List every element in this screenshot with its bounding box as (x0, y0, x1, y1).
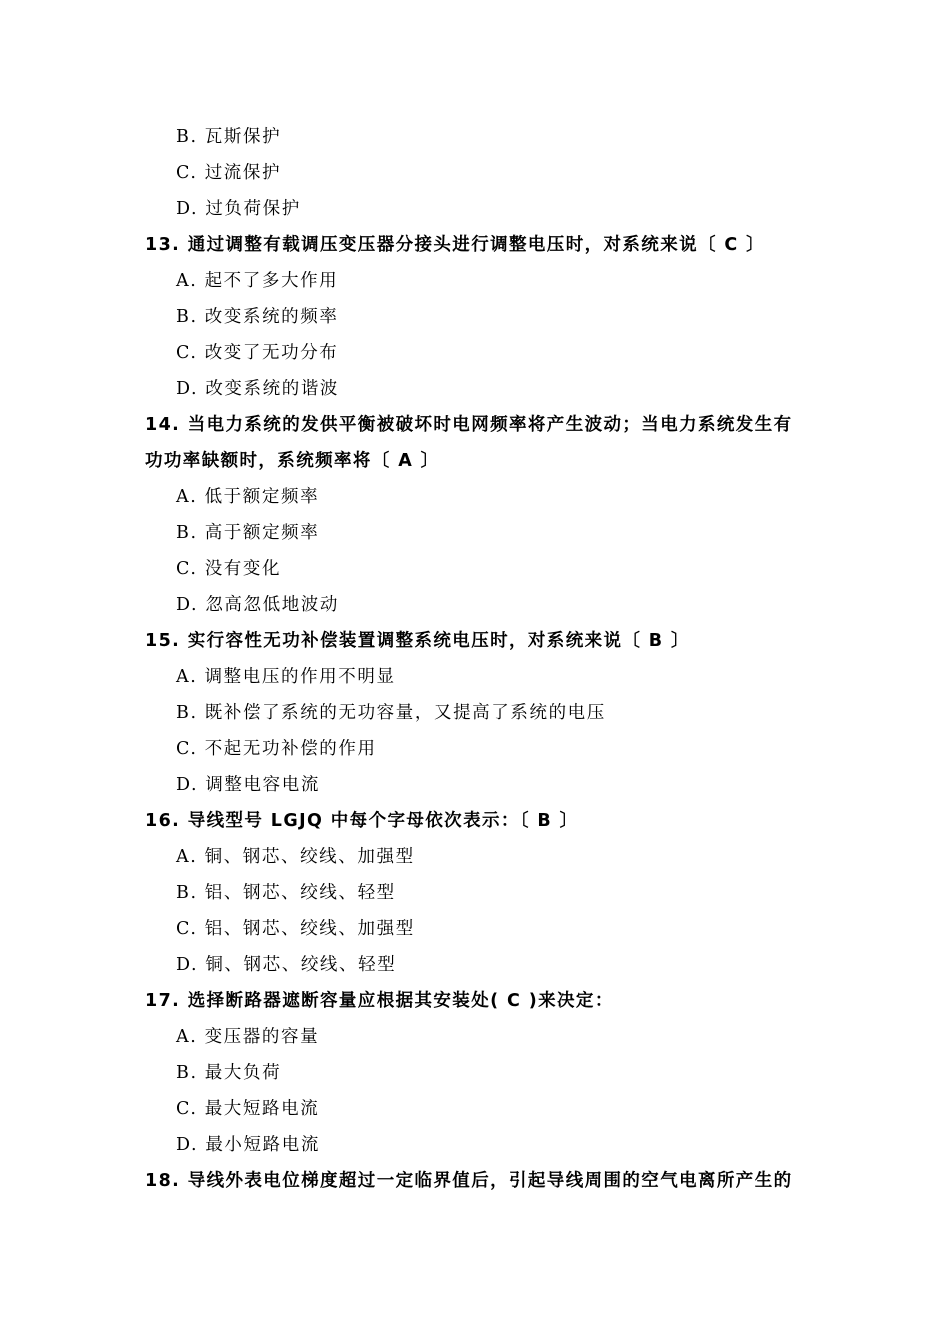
option-line: D. 调整电容电流 (176, 775, 320, 795)
option-line: C. 改变了无功分布 (176, 343, 339, 363)
option-line: A. 铜、钢芯、绞线、加强型 (176, 847, 415, 867)
option-line: B. 最大负荷 (176, 1063, 282, 1083)
option-line: A. 低于额定频率 (176, 487, 320, 507)
option-line: B. 高于额定频率 (176, 523, 320, 543)
question-15: 15. 实行容性无功补偿装置调整系统电压时，对系统来说〔 B 〕 (145, 631, 690, 651)
question-18: 18. 导线外表电位梯度超过一定临界值后，引起导线周围的空气电离所产生的 (145, 1171, 793, 1191)
option-line: B. 改变系统的频率 (176, 307, 339, 327)
option-line: C. 不起无功补偿的作用 (176, 739, 377, 759)
question-16: 16. 导线型号 LGJQ 中每个字母依次表示：〔 B 〕 (145, 811, 579, 831)
option-line: A. 变压器的容量 (176, 1027, 320, 1047)
option-line: B. 瓦斯保护 (176, 127, 282, 147)
option-line: D. 过负荷保护 (176, 199, 301, 219)
option-line: C. 铝、钢芯、绞线、加强型 (176, 919, 415, 939)
option-line: C. 过流保护 (176, 163, 282, 183)
option-line: A. 调整电压的作用不明显 (176, 667, 396, 687)
question-13: 13. 通过调整有载调压变压器分接头进行调整电压时，对系统来说〔 C 〕 (145, 235, 766, 255)
question-14-continued: 功功率缺额时，系统频率将〔 A 〕 (145, 451, 440, 471)
option-line: D. 改变系统的谐波 (176, 379, 340, 399)
option-line: A. 起不了多大作用 (176, 271, 339, 291)
option-line: B. 既补偿了系统的无功容量，又提高了系统的电压 (176, 703, 606, 723)
question-14: 14. 当电力系统的发供平衡被破坏时电网频率将产生波动；当电力系统发生有 (145, 415, 793, 435)
option-line: D. 铜、钢芯、绞线、轻型 (176, 955, 397, 975)
option-line: C. 没有变化 (176, 559, 282, 579)
option-line: D. 忽高忽低地波动 (176, 595, 340, 615)
question-17: 17. 选择断路器遮断容量应根据其安装处( C )来决定： (145, 991, 614, 1011)
option-line: D. 最小短路电流 (176, 1135, 320, 1155)
option-line: C. 最大短路电流 (176, 1099, 320, 1119)
option-line: B. 铝、钢芯、绞线、轻型 (176, 883, 396, 903)
